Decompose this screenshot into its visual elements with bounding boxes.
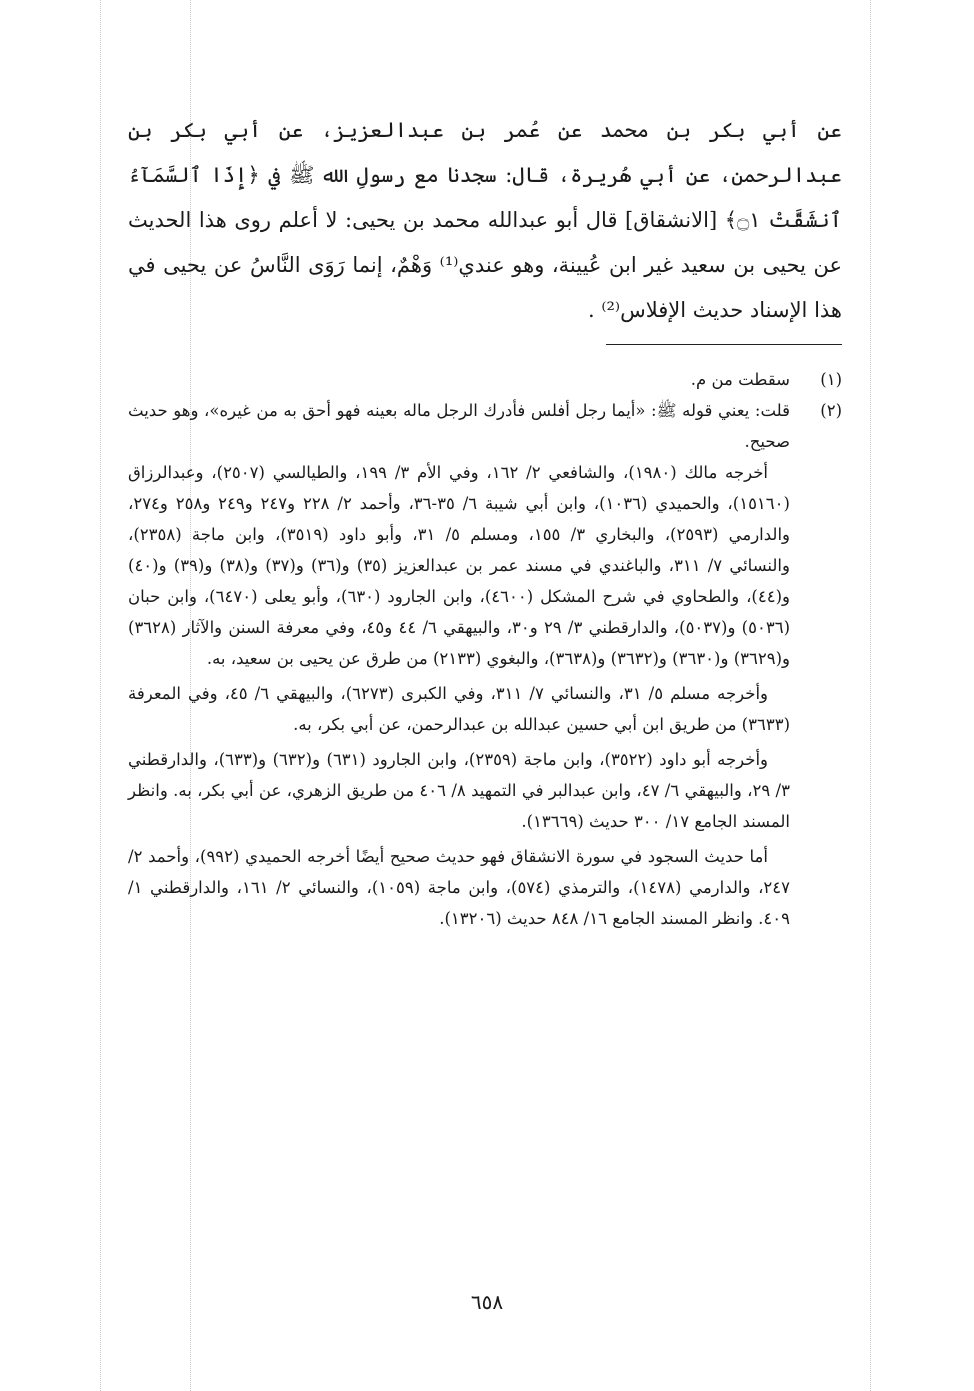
footnote-2 [128, 395, 842, 457]
footnote-paragraph: وأخرجه أبو داود (٣٥٢٢)، وابن ماجة (٢٣٥٩)، وابن الجارود (٦٣١) و(٦٣٢) و(٦٣٣)، والدارقطني ٣/ ٢٩، والبيهقي ٦/ ٤٧، وابن عبدالبر في التمهيد ٨/ ٤٠٦ من طريق الزهري، عن أبي بكر، به. وانظر المسند الجامع ١٧/ ٣٠٠ حديث (١٣٦٦٩). [128, 750, 790, 831]
footnote-text: سقطت من م. [690, 370, 790, 389]
margin-dotted-line [870, 0, 871, 1391]
main-text: عن أبي بكر بن محمد عن عُمر بن عبدالعزيز، عن أبي بكر بن عبدالرحمن، عن أبي هُريرة، قال: سجدنا مع رسولِ الله ﷺ في ﴿إِذَا ٱلسَّمَآءُ ٱنشَقَّتْ ۝١﴾ [الانشقاق] قال أبو عبدالله محمد بن يحيى: لا أعلم روى هذا الحديث عن يحيى بن سعيد غير ابن عُيينة، وهو عندي⁽¹⁾ وَهْمٌ، إنما رَوَى النَّاسُ عن يحيى في هذا الإسناد حديث الإفلاس⁽²⁾ . [128, 118, 842, 322]
footnote-paragraph: أخرجه مالك (١٩٨٠)، والشافعي ٢/ ١٦٢، وفي الأم ٣/ ١٩٩، والطيالسي (٢٥٠٧)، وعبدالرزاق (١٥١٦٠)، والحميدي (١٠٣٦)، وابن أبي شيبة ٦/ ٣٥-٣٦، وأحمد ٢/ ٢٢٨ و٢٤٧ و٢٤٩ و٢٥٨ و٢٧٤، والدارمي (٢٥٩٣)، والبخاري ٣/ ١٥٥، ومسلم ٥/ ٣١، وأبو داود (٣٥١٩)، وابن ماجة (٢٣٥٨)، والنسائي ٧/ ٣١١، والباغندي في مسند عمر بن عبدالعزيز (٣٥) و(٣٦) و(٣٧) و(٣٨) و(٣٩) و(٤٠) و(٤٤)، والطحاوي في شرح المشكل (٤٦٠٠)، وابن الجارود (٦٣٠)، وأبو يعلى (٦٤٧٠)، وابن حبان (٥٠٣٦) و(٥٠٣٧)، والدارقطني ٣/ ٢٩ و٣٠، والبيهقي ٦/ ٤٤ و٤٥، وفي معرفة السنن والآثار (٣٦٢٨) و(٣٦٢٩) و(٣٦٣٠) و(٣٦٣٢) و(٣٦٣٨)، والبغوي (٢١٣٣) من طرق عن يحيى بن سعيد، به. [128, 463, 790, 668]
footnote-separator [606, 344, 842, 345]
footnote-paragraph: أما حديث السجود في سورة الانشقاق فهو حديث صحيح أيضًا أخرجه الحميدي (٩٩٢)، وأحمد ٢/ ٢٤٧، والدارمي (١٤٧٨)، والترمذي (٥٧٤)، وابن ماجة (١٠٥٩)، والنسائي ٢/ ١٦١، والدارقطني ١/ ٤٠٩. وانظر المسند الجامع ١٦/ ٨٤٨ حديث (١٣٢٠٦). [128, 847, 791, 928]
footnotes-block [128, 364, 842, 938]
footnote-number: (٢) [820, 401, 842, 420]
footnote-paragraph: وأخرجه مسلم ٥/ ٣١، والنسائي ٧/ ٣١١، وفي الكبرى (٦٢٧٣)، والبيهقي ٦/ ٤٥، وفي المعرفة (٣٦٣٣) من طريق ابن أبي حسين عبدالله بن عبدالرحمن، عن أبي بكر، به. [128, 684, 790, 734]
footnote-number: (١) [820, 370, 842, 389]
page-number: ٦٥٨ [470, 1290, 504, 1314]
footnote-text: قلت: يعني قوله ﷺ: «أيما رجل أفلس فأدرك الرجل ماله بعينه فهو أحق به من غيره»، وهو حديث صحيح. [128, 401, 790, 451]
margin-dotted-line [100, 0, 101, 1391]
footnote-1 [128, 364, 842, 395]
main-text-block [128, 108, 842, 333]
